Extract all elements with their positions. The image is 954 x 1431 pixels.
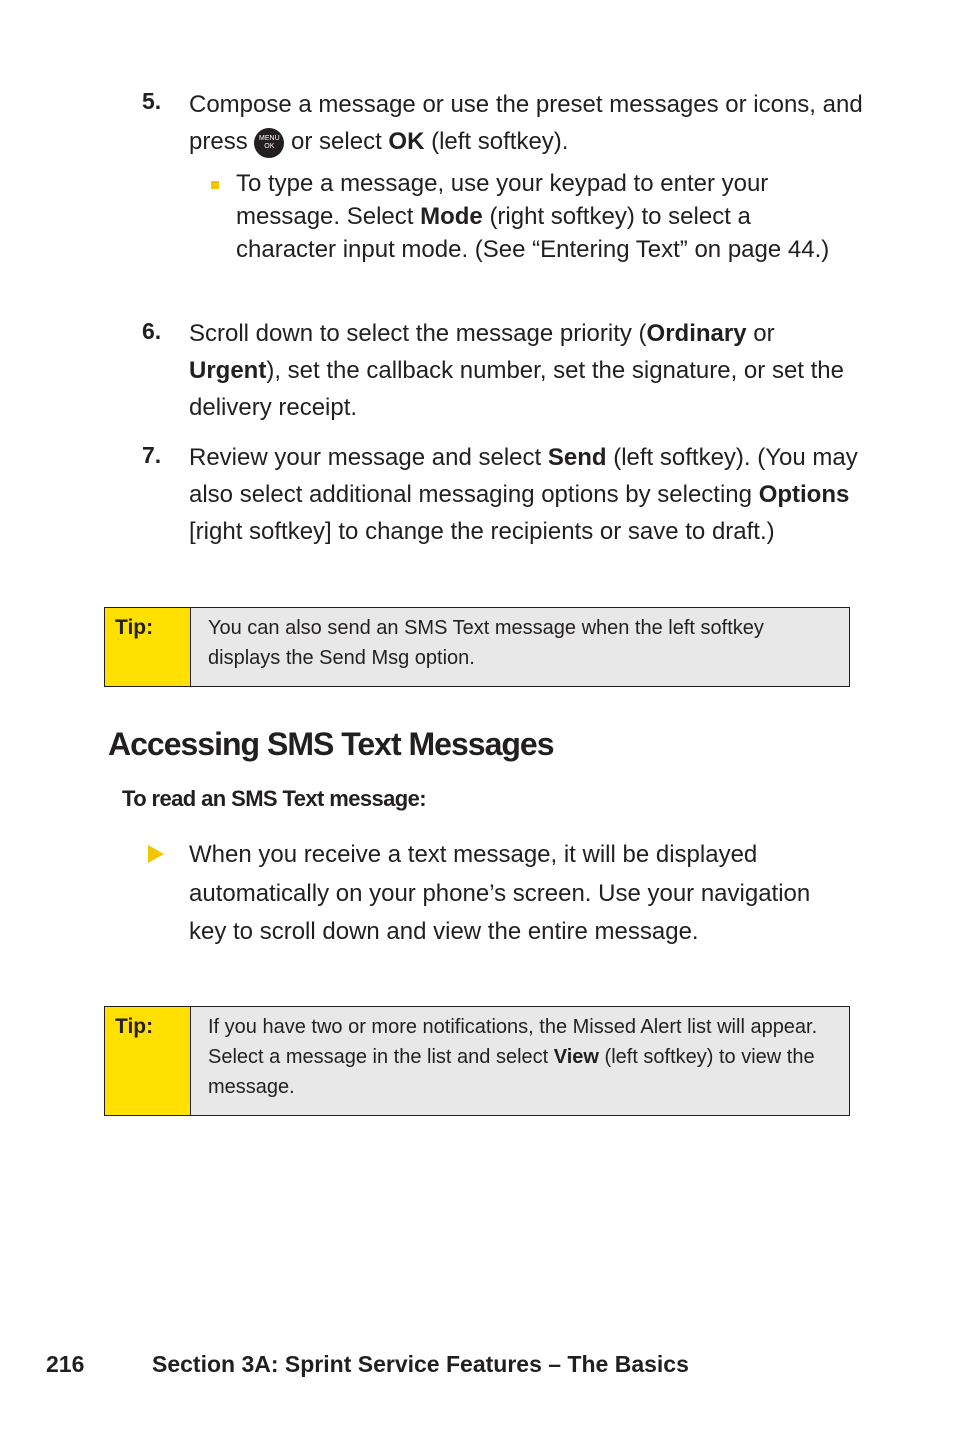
tip-text-segment: (left softkey) to view the message. bbox=[208, 1046, 815, 1098]
step-number: 7. bbox=[142, 442, 162, 468]
step-text-segment: ), set the callback number, set the signature, or set the delivery receipt. bbox=[189, 357, 844, 421]
sub-bullet-text-segment: (right softkey) to select a character input mode. (See “Entering Text” on page 44.) bbox=[236, 203, 830, 263]
arrow-bullet-text: When you receive a text message, it will be displayed automatically on your phone’s screen. Use your navigation key to scroll down and view the entire message. bbox=[189, 841, 811, 945]
softkey-label-options: Options bbox=[758, 481, 850, 508]
step-number: 5. bbox=[142, 88, 162, 114]
tip-text-segment: If you have two or more notifications, the Missed Alert list will appear. Select a message in the list and select bbox=[208, 1016, 818, 1068]
sub-bullet-text-segment: To type a message, use your keypad to enter your message. Select bbox=[236, 170, 769, 230]
square-bullet-icon bbox=[211, 181, 219, 189]
softkey-label-send: Send bbox=[547, 444, 607, 471]
step-5-sub-bullet bbox=[236, 167, 856, 266]
step-text-segment: (left softkey). bbox=[431, 128, 569, 155]
tip-text: You can also send an SMS Text message when the left softkey displays the Send Msg option. bbox=[208, 617, 764, 669]
step-text-segment: Scroll down to select the message priority ( bbox=[189, 320, 647, 347]
tip-label: Tip: bbox=[105, 608, 191, 686]
step-number: 6. bbox=[142, 318, 162, 344]
menu-label: MENU bbox=[259, 134, 280, 142]
step-6-text bbox=[189, 315, 869, 426]
procedure-heading: To read an SMS Text message: bbox=[122, 786, 426, 811]
section-heading: Accessing SMS Text Messages bbox=[108, 726, 554, 762]
tip-box bbox=[104, 607, 850, 687]
step-7-text bbox=[189, 439, 869, 550]
footer-section-title: Section 3A: Sprint Service Features – The Basics bbox=[152, 1351, 689, 1377]
tip-text bbox=[191, 1007, 849, 1115]
softkey-label-mode: Mode bbox=[420, 203, 483, 230]
page-number: 216 bbox=[46, 1351, 85, 1377]
priority-ordinary: Ordinary bbox=[646, 320, 747, 347]
softkey-label-ok: OK bbox=[388, 128, 425, 155]
step-text-segment: [right softkey] to change the recipients or save to draft.) bbox=[189, 518, 775, 545]
menu-ok-key-icon bbox=[254, 128, 284, 158]
tip-box bbox=[104, 1006, 850, 1116]
step-text-segment: Review your message and select bbox=[189, 444, 542, 471]
step-text-segment: Compose a message or use the preset messages or icons, and press bbox=[189, 91, 863, 155]
step-text-segment: or select bbox=[291, 128, 382, 155]
ok-label: OK bbox=[264, 142, 275, 150]
step-text-segment: or bbox=[753, 320, 775, 347]
priority-urgent: Urgent bbox=[189, 357, 267, 384]
softkey-label-view: View bbox=[553, 1046, 599, 1068]
tip-label: Tip: bbox=[105, 1007, 191, 1115]
step-text-segment: (left softkey). (You may also select additional messaging options by selecting bbox=[189, 444, 858, 508]
arrow-bullet-icon bbox=[148, 845, 164, 863]
step-5-text bbox=[189, 86, 869, 160]
